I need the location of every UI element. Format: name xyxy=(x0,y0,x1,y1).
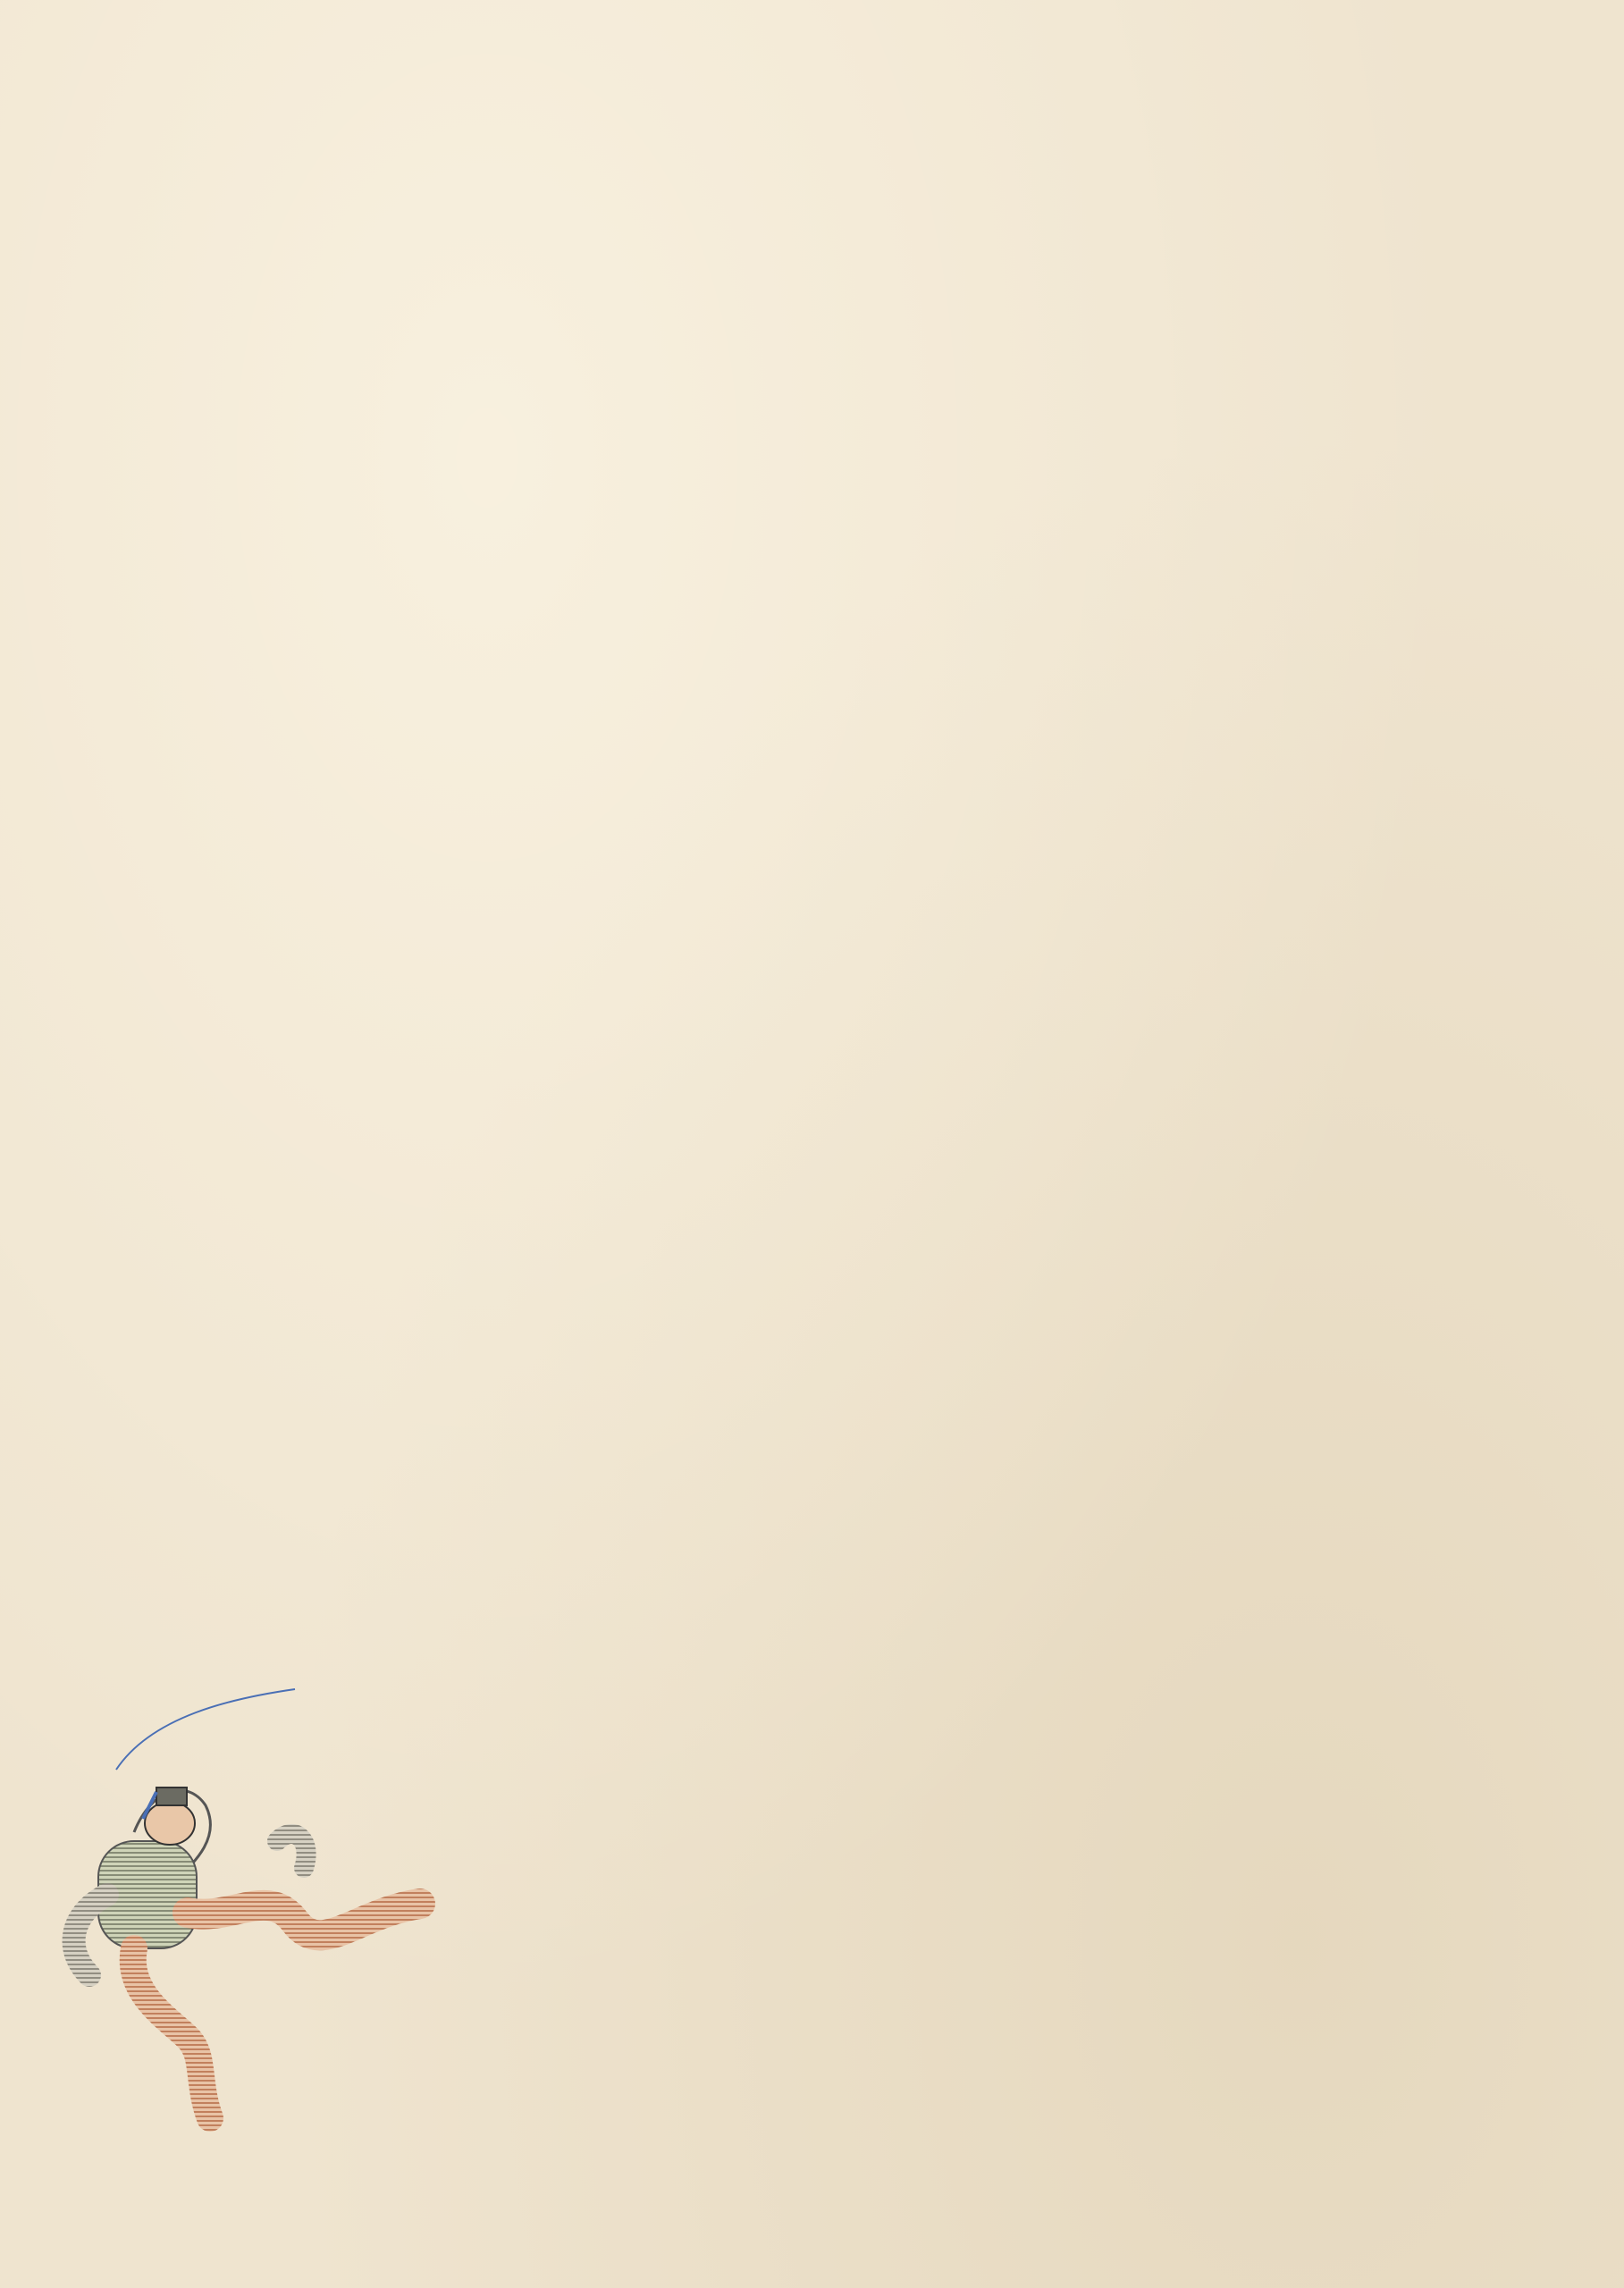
fallen-figure xyxy=(74,1689,420,2118)
